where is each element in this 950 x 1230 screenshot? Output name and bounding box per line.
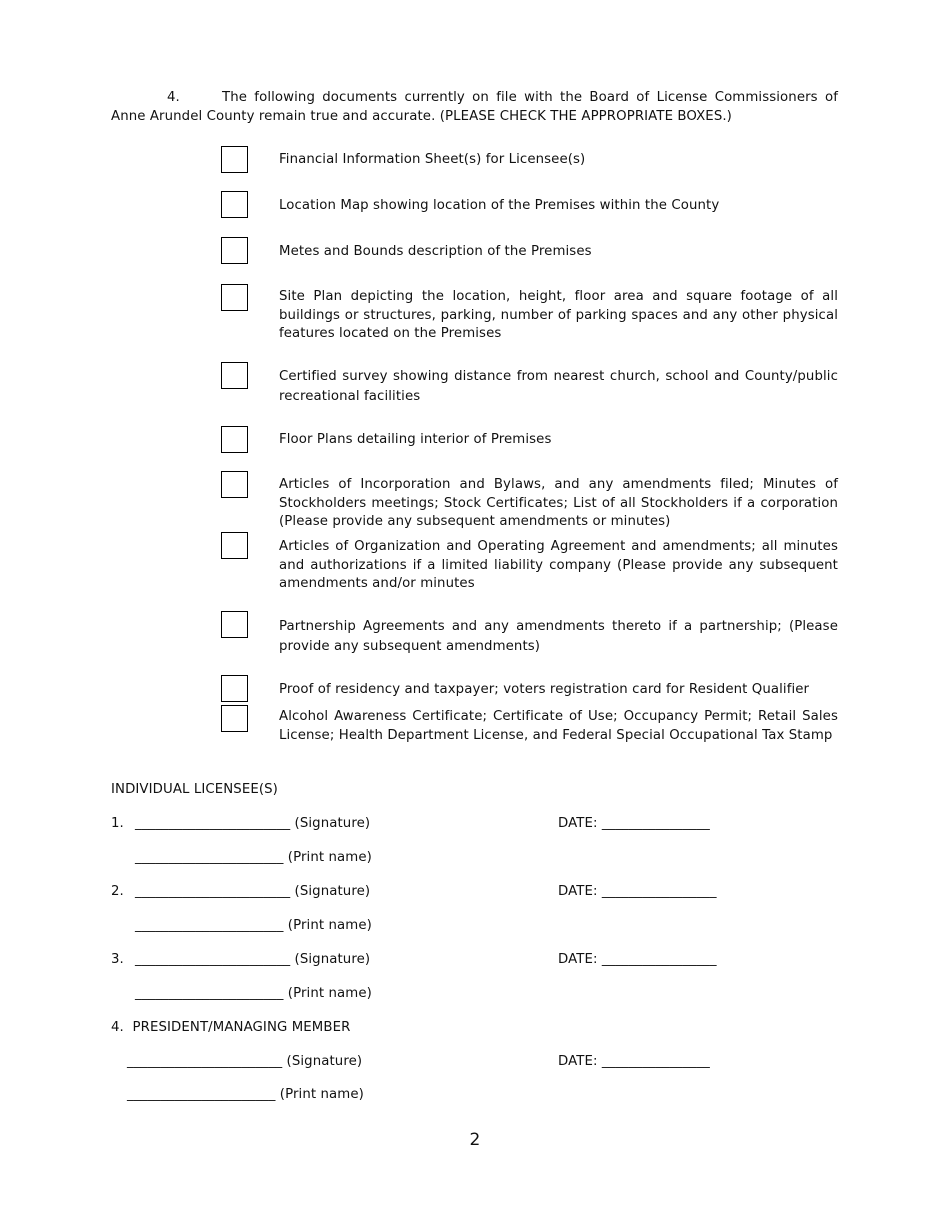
checkbox-alcohol-awareness[interactable] bbox=[221, 705, 248, 732]
item-label: Site Plan depicting the location, height, floor area and square footage of all buildings or structures, parking, number of parking spaces and any other physical features located on the Premises bbox=[279, 289, 838, 341]
item-label: Location Map showing location of the Premises within the County bbox=[279, 198, 720, 213]
row-number: 2. bbox=[111, 884, 124, 899]
checkbox-articles-incorporation[interactable] bbox=[221, 471, 248, 498]
checkbox-financial-info[interactable] bbox=[221, 146, 248, 173]
checkbox-proof-residency[interactable] bbox=[221, 675, 248, 702]
item-label: Financial Information Sheet(s) for Licensee(s) bbox=[279, 152, 586, 167]
checkbox-floor-plans[interactable] bbox=[221, 426, 248, 453]
intro-text: The following documents currently on file with the Board of License Commissioners of Anne Arundel County remain true and accurate. (PLEASE CHECK THE APPROPRIATE BOXES.) bbox=[111, 90, 838, 124]
checkbox-site-plan[interactable] bbox=[221, 284, 248, 311]
print-name-line[interactable]: ______________________ (Print name) bbox=[135, 986, 372, 1001]
checkbox-articles-organization[interactable] bbox=[221, 532, 248, 559]
row-number: 3. bbox=[111, 952, 124, 967]
checkbox-certified-survey[interactable] bbox=[221, 362, 248, 389]
date-line[interactable]: DATE: ________________ bbox=[558, 816, 710, 831]
signature-line[interactable]: _______________________ (Signature) bbox=[135, 952, 371, 967]
print-name-line[interactable]: ______________________ (Print name) bbox=[127, 1087, 364, 1102]
signature-line[interactable]: _______________________ (Signature) bbox=[135, 816, 371, 831]
item-label: Certified survey showing distance from nearest church, school and County/public recreational facilities bbox=[279, 369, 838, 404]
president-title: 4. PRESIDENT/MANAGING MEMBER bbox=[111, 1020, 351, 1035]
checkbox-metes-bounds[interactable] bbox=[221, 237, 248, 264]
intro-number: 4. bbox=[167, 90, 180, 105]
row-number: 1. bbox=[111, 816, 124, 831]
item-label: Articles of Incorporation and Bylaws, and any amendments filed; Minutes of Stockholders meetings; Stock Certificates; List of all Stockholders if a corporation (Please provide any subsequent amendments or minutes) bbox=[279, 477, 838, 529]
date-line[interactable]: DATE: _________________ bbox=[558, 952, 717, 967]
signature-line[interactable]: _______________________ (Signature) bbox=[127, 1054, 363, 1069]
item-label: Partnership Agreements and any amendments thereto if a partnership; (Please provide any subsequent amendments) bbox=[279, 619, 838, 654]
date-line[interactable]: DATE: ________________ bbox=[558, 1054, 710, 1069]
section-title: INDIVIDUAL LICENSEE(S) bbox=[111, 782, 278, 797]
signature-line[interactable]: _______________________ (Signature) bbox=[135, 884, 371, 899]
item-label: Metes and Bounds description of the Premises bbox=[279, 244, 592, 259]
item-label: Alcohol Awareness Certificate; Certificate of Use; Occupancy Permit; Retail Sales License; Health Department License, and Federal Special Occupational Tax Stamp bbox=[279, 709, 838, 743]
item-label: Articles of Organization and Operating Agreement and amendments; all minutes and authorizations if a limited liability company (Please provide any subsequent amendments and/or minutes bbox=[279, 539, 838, 591]
checkbox-location-map[interactable] bbox=[221, 191, 248, 218]
intro-paragraph bbox=[111, 89, 838, 126]
item-label: Proof of residency and taxpayer; voters registration card for Resident Qualifier bbox=[279, 682, 810, 697]
print-name-line[interactable]: ______________________ (Print name) bbox=[135, 918, 372, 933]
item-label: Floor Plans detailing interior of Premises bbox=[279, 432, 552, 447]
checkbox-partnership[interactable] bbox=[221, 611, 248, 638]
page-number: 2 bbox=[469, 1130, 481, 1150]
date-line[interactable]: DATE: _________________ bbox=[558, 884, 717, 899]
print-name-line[interactable]: ______________________ (Print name) bbox=[135, 850, 372, 865]
